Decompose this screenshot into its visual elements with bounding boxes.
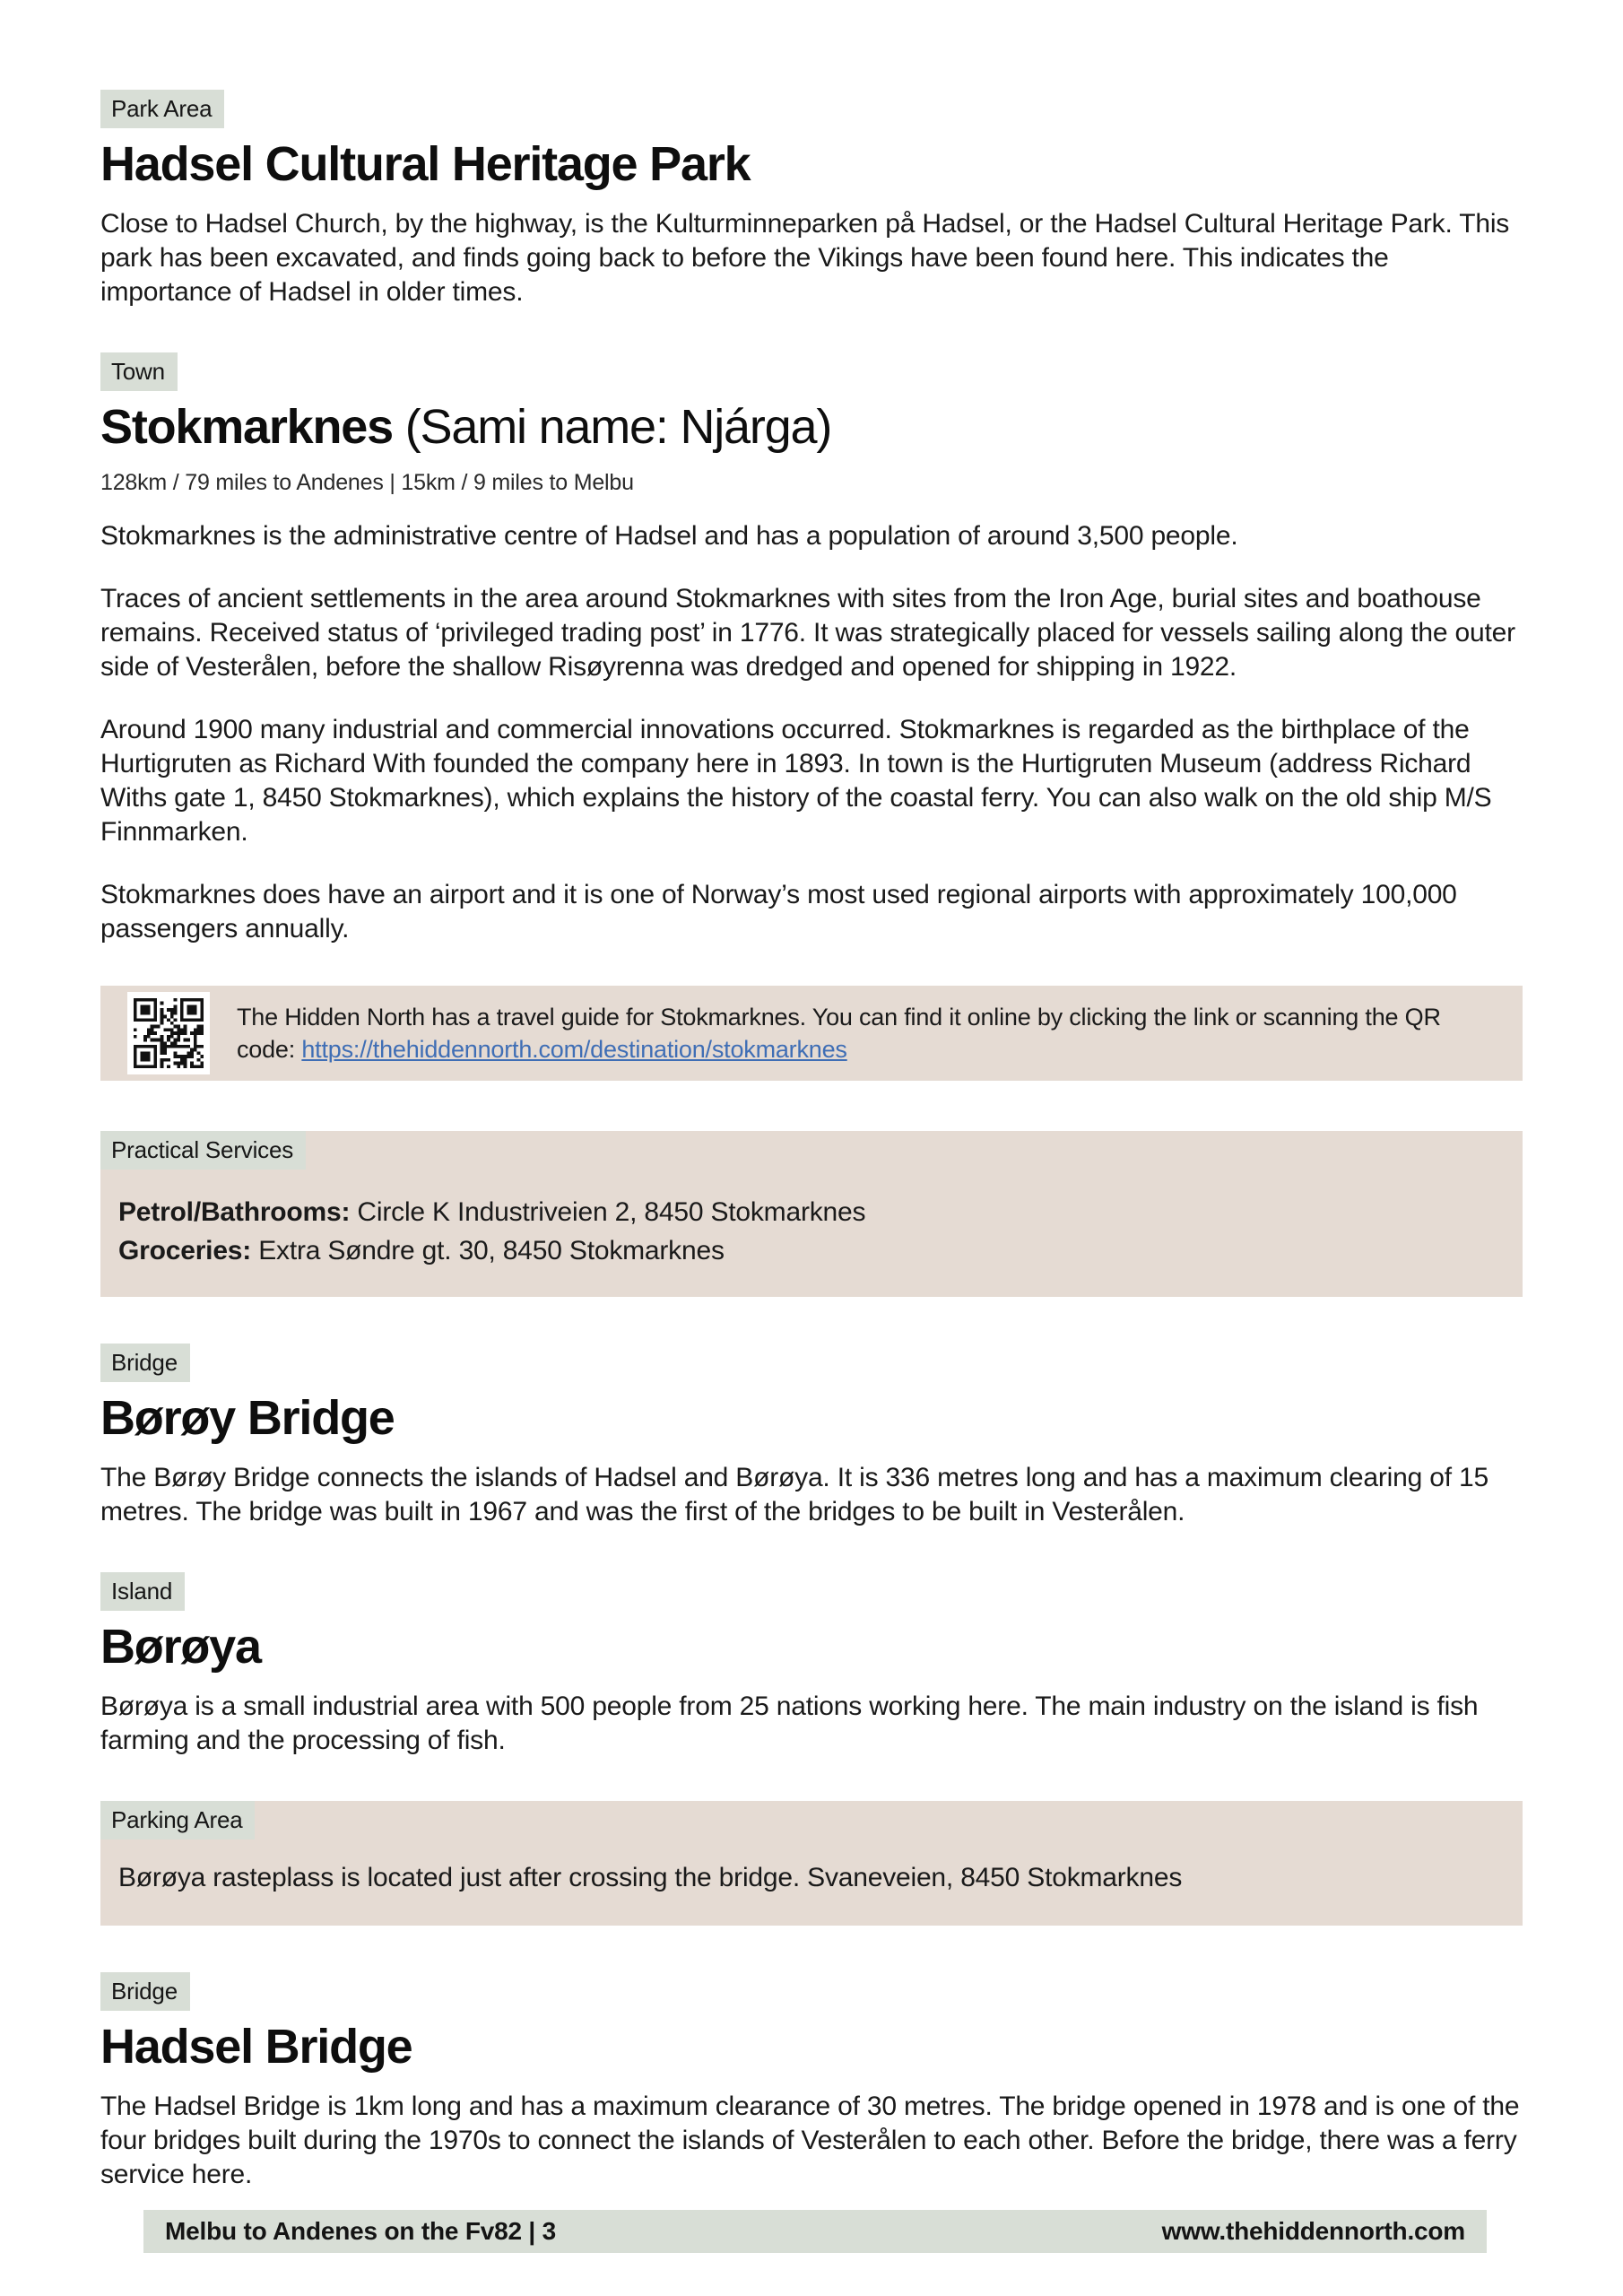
heading-hadsel-bridge: Hadsel Bridge — [100, 2020, 412, 2074]
practical-label-groceries: Groceries: — [118, 1236, 252, 1265]
category-tag-island: Island — [100, 1572, 185, 1611]
category-tag-practical-services: Practical Services — [100, 1131, 306, 1170]
page-content — [100, 90, 1523, 2235]
practical-value-petrol: Circle K Industriveien 2, 8450 Stokmarknes — [350, 1197, 866, 1227]
category-tag-parking-area: Parking Area — [100, 1801, 255, 1839]
category-tag-bridge-1: Bridge — [100, 1344, 190, 1382]
paragraph-boroy-bridge: The Børøy Bridge connects the islands of Hadsel and Børøya. It is 336 metres long and has a maximum clearing of 15 metres. The bridge was built in 1967 and was the first of the bridges to be built in Vesterålen. — [100, 1463, 1488, 1526]
section-hadsel-bridge — [100, 1972, 1523, 2192]
heading-hadsel-cultural-heritage-park: Hadsel Cultural Heritage Park — [100, 137, 751, 191]
footer-website: www.thehiddennorth.com — [1161, 2217, 1465, 2245]
page-footer — [143, 2210, 1487, 2253]
category-tag-bridge-2: Bridge — [100, 1972, 190, 2011]
qr-callout-text — [237, 1001, 1503, 1065]
heading-stokmarknes — [100, 400, 1523, 454]
paragraph-parking: Børøya rasteplass is located just after crossing the bridge. Svaneveien, 8450 Stokmarknes — [118, 1863, 1183, 1892]
heading-sami-name: (Sami name: Njárga) — [404, 400, 832, 454]
section-town-stokmarknes — [100, 352, 1523, 1081]
practical-value-groceries: Extra Søndre gt. 30, 8450 Stokmarknes — [251, 1236, 725, 1265]
qr-code — [127, 992, 210, 1074]
stokmarknes-guide-link[interactable]: https://thehiddennorth.com/destination/stokmarknes — [301, 1036, 847, 1063]
category-tag-park-area: Park Area — [100, 90, 224, 128]
heading-boroy-bridge: Børøy Bridge — [100, 1391, 395, 1445]
paragraph-town-4: Stokmarknes does have an airport and it is one of Norway’s most used regional airports with approximately 100,000 passengers annually. — [100, 880, 1457, 944]
heading-boroya: Børøya — [100, 1620, 261, 1674]
practical-row-petrol — [118, 1193, 1501, 1231]
paragraph-town-3: Around 1900 many industrial and commercial innovations occurred. Stokmarknes is regarded as the birthplace of the Hurtigruten as Richard With founded the company here in 1893. In town is the Hurtigruten Museum (address Richard Withs gate 1, 8450 Stokmarknes), which explains the history of the coastal ferry. You can also walk on the old ship M/S Finnmarken. — [100, 715, 1492, 847]
category-tag-town: Town — [100, 352, 178, 391]
section-park-area — [100, 90, 1523, 309]
qr-text-lead: The Hidden North has a travel guide for Stokmarknes. You can find it online by clicking the link or scanning the QR code: — [237, 1004, 1441, 1063]
paragraph-boroya: Børøya is a small industrial area with 500 people from 25 nations working here. The main industry on the island is fish farming and the processing of fish. — [100, 1692, 1479, 1755]
parking-area-box — [100, 1801, 1523, 1926]
footer-route-page-number: Melbu to Andenes on the Fv82 | 3 — [165, 2217, 557, 2245]
paragraph-park: Close to Hadsel Church, by the highway, is the Kulturminneparken på Hadsel, or the Hadsel Cultural Heritage Park. This park has been excavated, and finds going back to before the Vikings have been found here. This indicates the importance of Hadsel in older times. — [100, 209, 1510, 307]
practical-services-box — [100, 1131, 1523, 1297]
paragraph-town-2: Traces of ancient settlements in the area around Stokmarknes with sites from the Iron Age, burial sites and boathouse remains. Received status of ‘privileged trading post’ in 1776. It was strategically placed for vessels sailing along the outer side of Vesterålen, before the shallow Risøyrenna was dredged and opened for shipping in 1922. — [100, 584, 1515, 682]
practical-row-groceries — [118, 1231, 1501, 1270]
section-boroy-bridge — [100, 1344, 1523, 1529]
qr-callout-box — [100, 986, 1523, 1081]
paragraph-town-1: Stokmarknes is the administrative centre of Hadsel and has a population of around 3,500 people. — [100, 521, 1238, 551]
practical-services-rows — [100, 1170, 1523, 1297]
practical-label-petrol: Petrol/Bathrooms: — [118, 1197, 351, 1227]
heading-town-name: Stokmarknes — [100, 400, 405, 454]
section-boroya — [100, 1572, 1523, 1758]
paragraph-hadsel-bridge: The Hadsel Bridge is 1km long and has a maximum clearance of 30 metres. The bridge opened in 1978 and is one of the four bridges built during the 1970s to connect the islands of Vesterålen to each other. Before the bridge, there was a ferry service here. — [100, 2092, 1520, 2189]
distance-line: 128km / 79 miles to Andenes | 15km / 9 miles to Melbu — [100, 470, 634, 495]
